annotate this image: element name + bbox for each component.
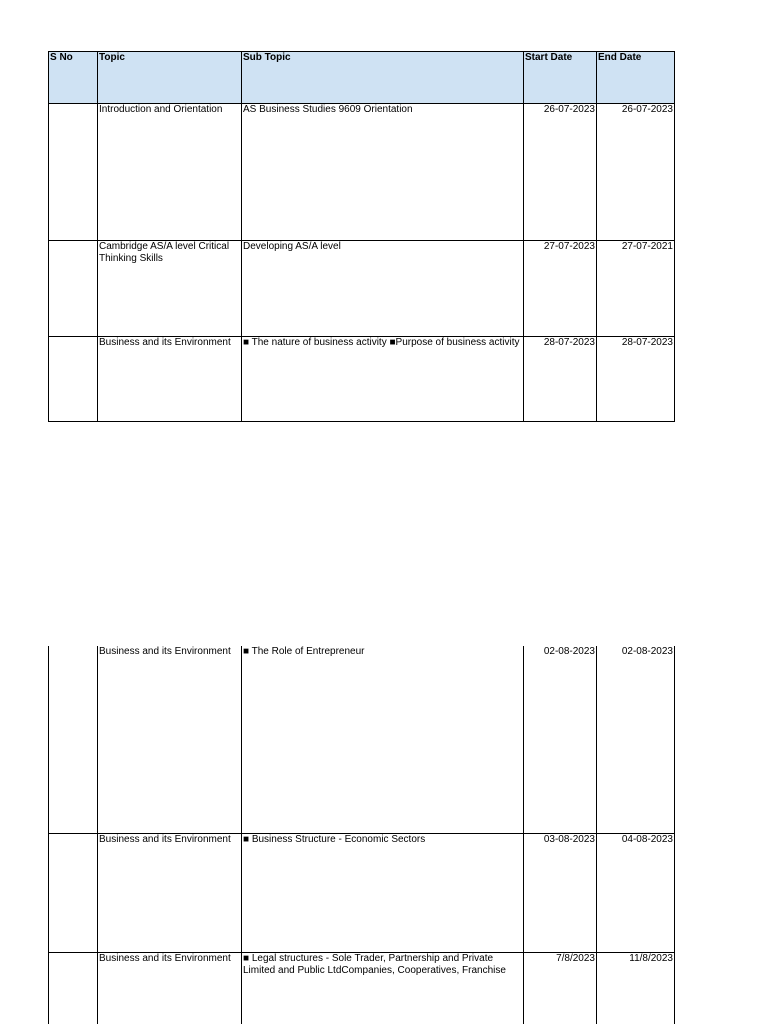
cell-topic: Business and its Environment [98, 952, 242, 1024]
cell-sno [49, 833, 98, 952]
cell-end-date: 28-07-2023 [597, 337, 675, 422]
header-subtopic: Sub Topic [242, 52, 524, 104]
schedule-table-continued [48, 646, 675, 1024]
schedule-table [48, 51, 675, 422]
table-row [49, 241, 675, 337]
table-row [49, 337, 675, 422]
cell-subtopic: Developing AS/A level [242, 241, 524, 337]
cell-sno [49, 337, 98, 422]
cell-subtopic: ■ Legal structures - Sole Trader, Partnership and Private Limited and Public LtdCompanies, Cooperatives, Franchise [242, 952, 524, 1024]
cell-topic: Business and its Environment [98, 833, 242, 952]
cell-subtopic: ■ The nature of business activity ■Purpose of business activity [242, 337, 524, 422]
cell-start-date: 02-08-2023 [524, 646, 597, 833]
cell-sno [49, 104, 98, 241]
header-start-date: Start Date [524, 52, 597, 104]
cell-start-date: 03-08-2023 [524, 833, 597, 952]
cell-end-date: 02-08-2023 [597, 646, 675, 833]
cell-subtopic: ■ The Role of Entrepreneur [242, 646, 524, 833]
cell-topic: Business and its Environment [98, 646, 242, 833]
table-row [49, 104, 675, 241]
header-sno: S No [49, 52, 98, 104]
header-end-date: End Date [597, 52, 675, 104]
table-row [49, 833, 675, 952]
cell-sno [49, 646, 98, 833]
cell-end-date: 04-08-2023 [597, 833, 675, 952]
cell-start-date: 7/8/2023 [524, 952, 597, 1024]
cell-topic: Cambridge AS/A level Critical Thinking Skills [98, 241, 242, 337]
cell-sno [49, 952, 98, 1024]
header-row [49, 52, 675, 104]
cell-end-date: 27-07-2021 [597, 241, 675, 337]
cell-topic: Introduction and Orientation [98, 104, 242, 241]
cell-end-date: 11/8/2023 [597, 952, 675, 1024]
header-topic: Topic [98, 52, 242, 104]
cell-subtopic: AS Business Studies 9609 Orientation [242, 104, 524, 241]
table-row [49, 952, 675, 1024]
cell-subtopic: ■ Business Structure - Economic Sectors [242, 833, 524, 952]
cell-start-date: 28-07-2023 [524, 337, 597, 422]
table-row [49, 646, 675, 833]
cell-sno [49, 241, 98, 337]
cell-topic: Business and its Environment [98, 337, 242, 422]
cell-start-date: 26-07-2023 [524, 104, 597, 241]
cell-end-date: 26-07-2023 [597, 104, 675, 241]
cell-start-date: 27-07-2023 [524, 241, 597, 337]
